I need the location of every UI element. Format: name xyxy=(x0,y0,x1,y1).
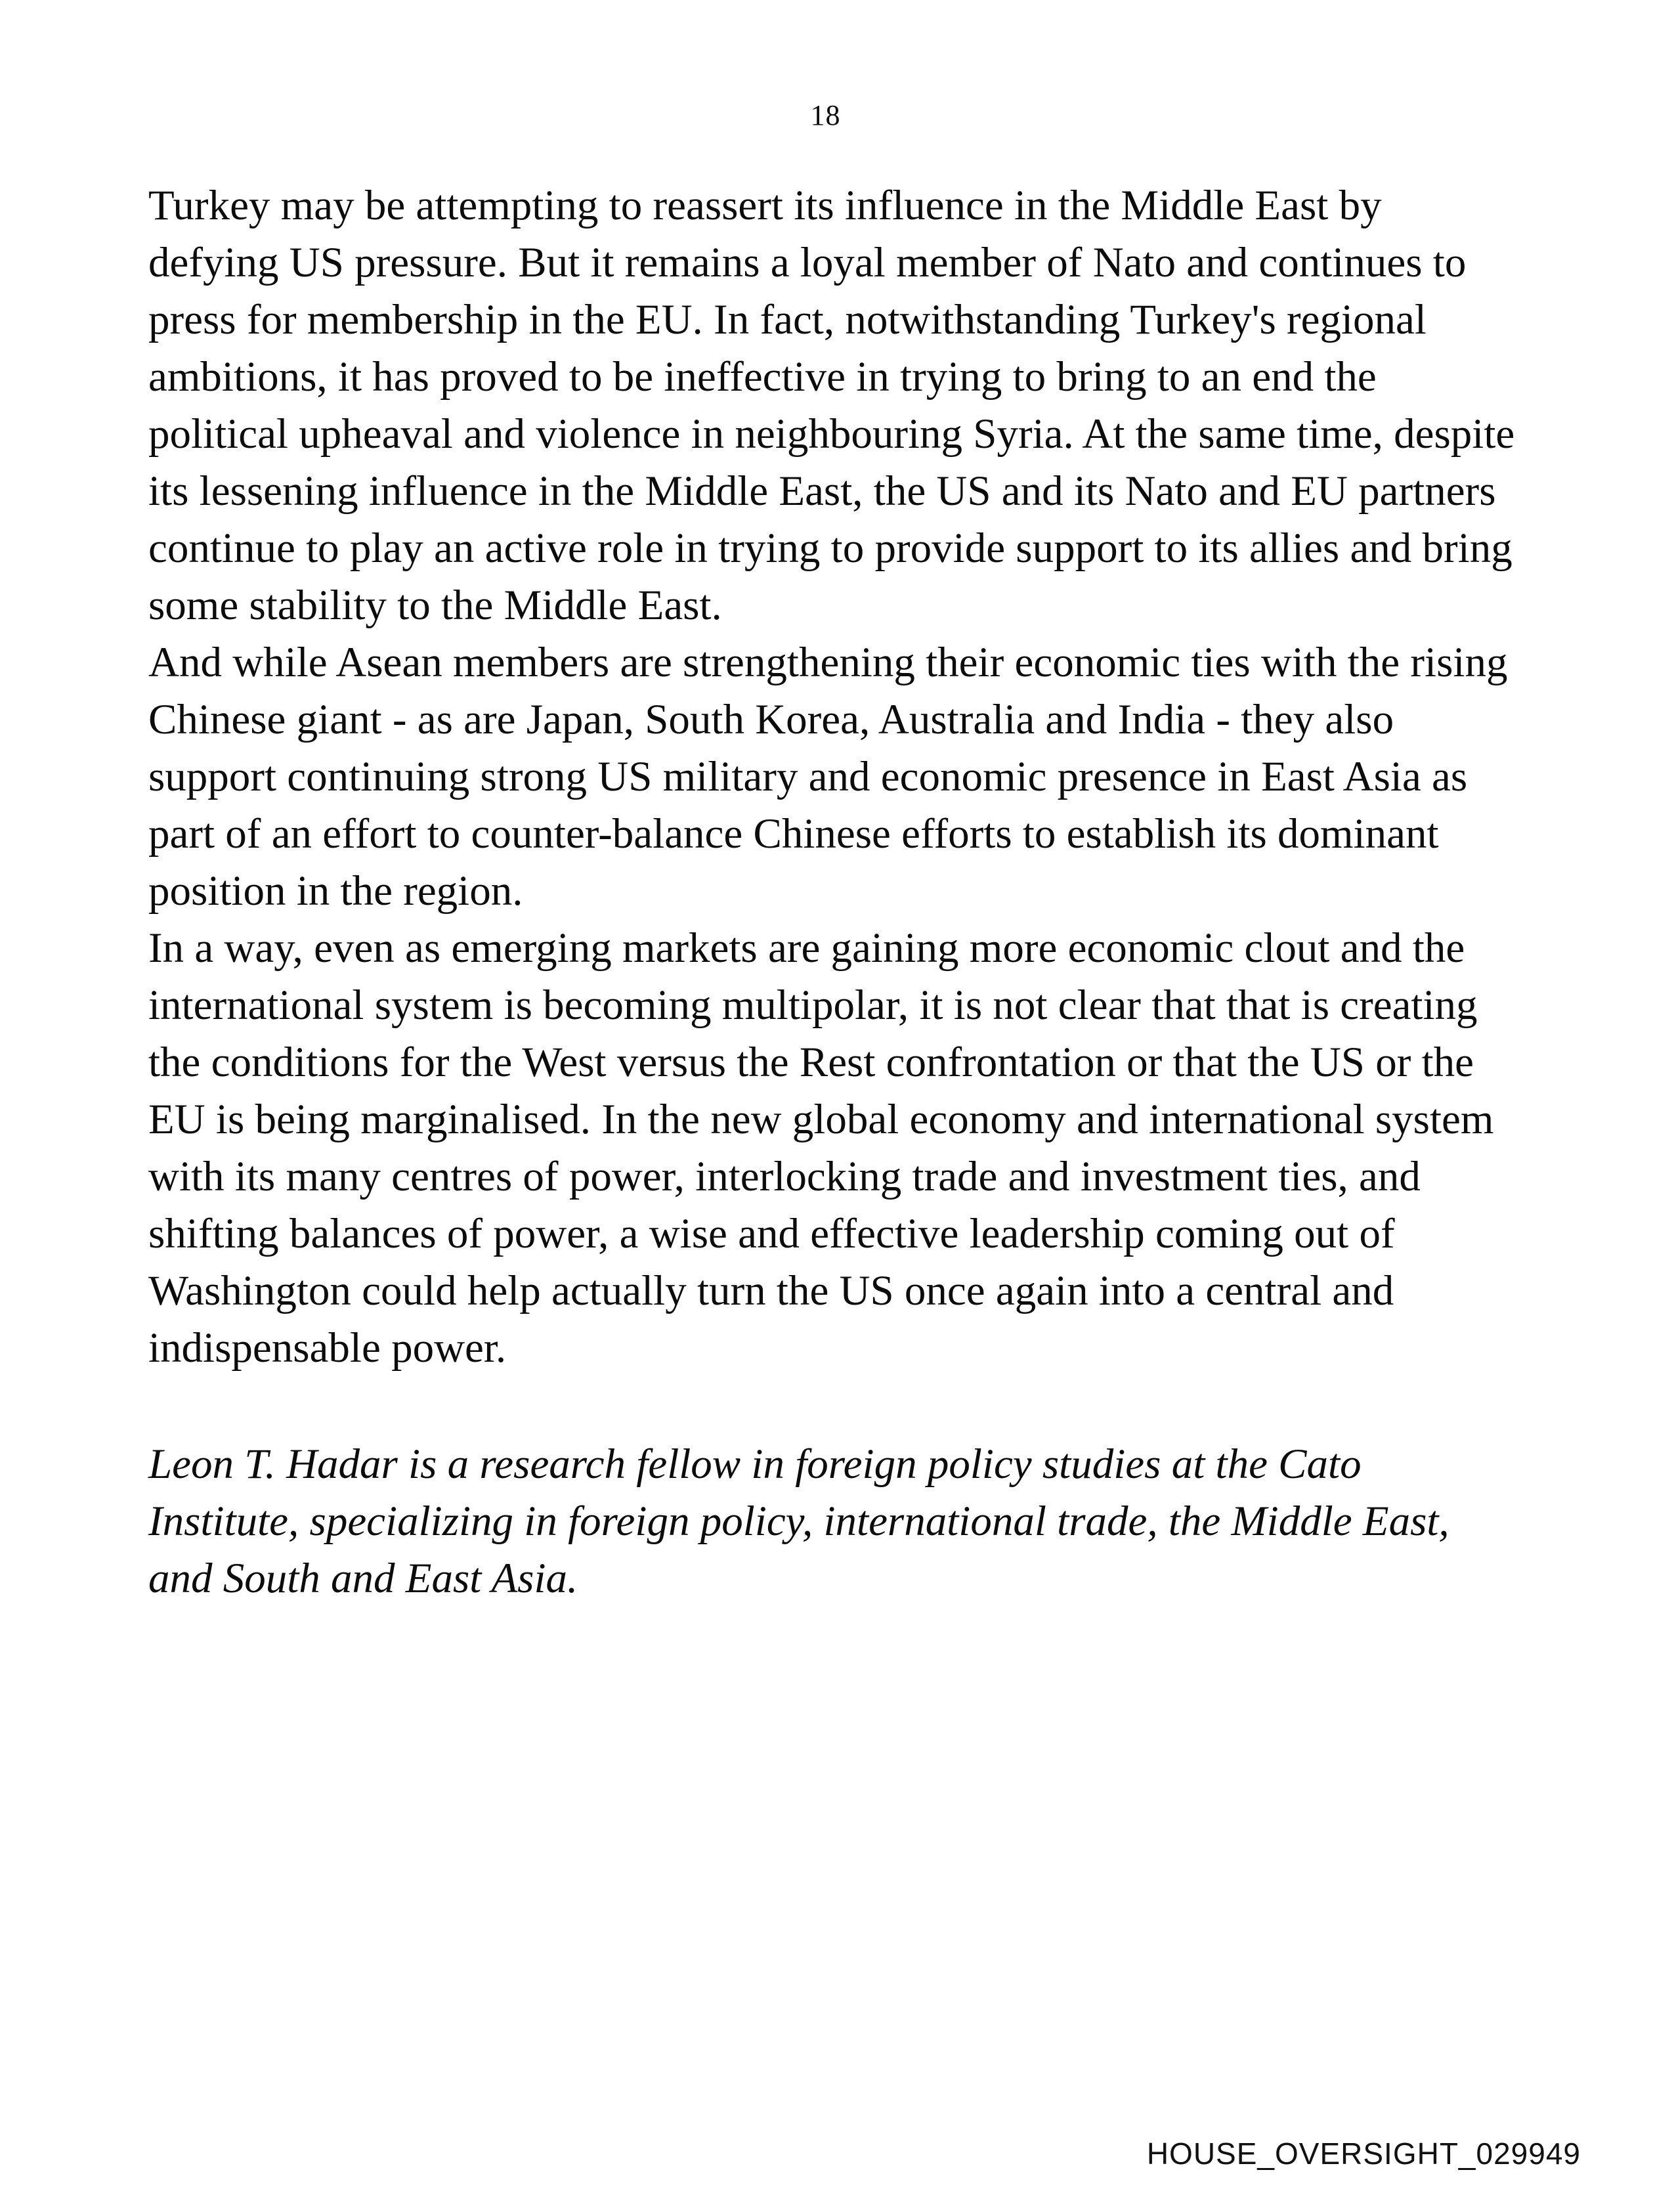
paragraph-multipolar-conclusion: In a way, even as emerging markets are gaining more economic clout and the international system is becoming multipolar, it is not clear that that is creating the conditions for the West versus the Rest confrontation or that the US or the EU is being marginalised. In the new global economy and international system with its many centres of power, interlocking trade and investment ties, and shifting balances of power, a wise and effective leadership coming out of Washington could help actually turn the US once again into a central and indispensable power. xyxy=(148,924,1494,1372)
document-body xyxy=(148,177,1520,1607)
paragraph-asean-china: And while Asean members are strengthening their economic ties with the rising Chinese giant - as are Japan, South Korea, Australia and India - they also support continuing strong US military and economic presence in East Asia as part of an effort to counter-balance Chinese efforts to establish its dominant position in the region. xyxy=(148,639,1508,915)
author-bio: Leon T. Hadar is a research fellow in foreign policy studies at the Cato Institute, specializing in foreign policy, international trade, the Middle East, and South and East Asia. xyxy=(148,1441,1449,1602)
page-number: 18 xyxy=(810,99,841,131)
paragraph-turkey-nato: Turkey may be attempting to reassert its influence in the Middle East by defying US pressure. But it remains a loyal member of Nato and continues to press for membership in the EU. In fact, notwithstanding Turkey's regional ambitions, it has proved to be ineffective in trying to bring to an end the political upheaval and violence in neighbouring Syria. At the same time, despite its lessening influence in the Middle East, the US and its Nato and EU partners continue to play an active role in trying to provide support to its allies and bring some stability to the Middle East. xyxy=(148,182,1515,629)
bates-stamp: HOUSE_OVERSIGHT_029949 xyxy=(1146,2136,1581,2171)
